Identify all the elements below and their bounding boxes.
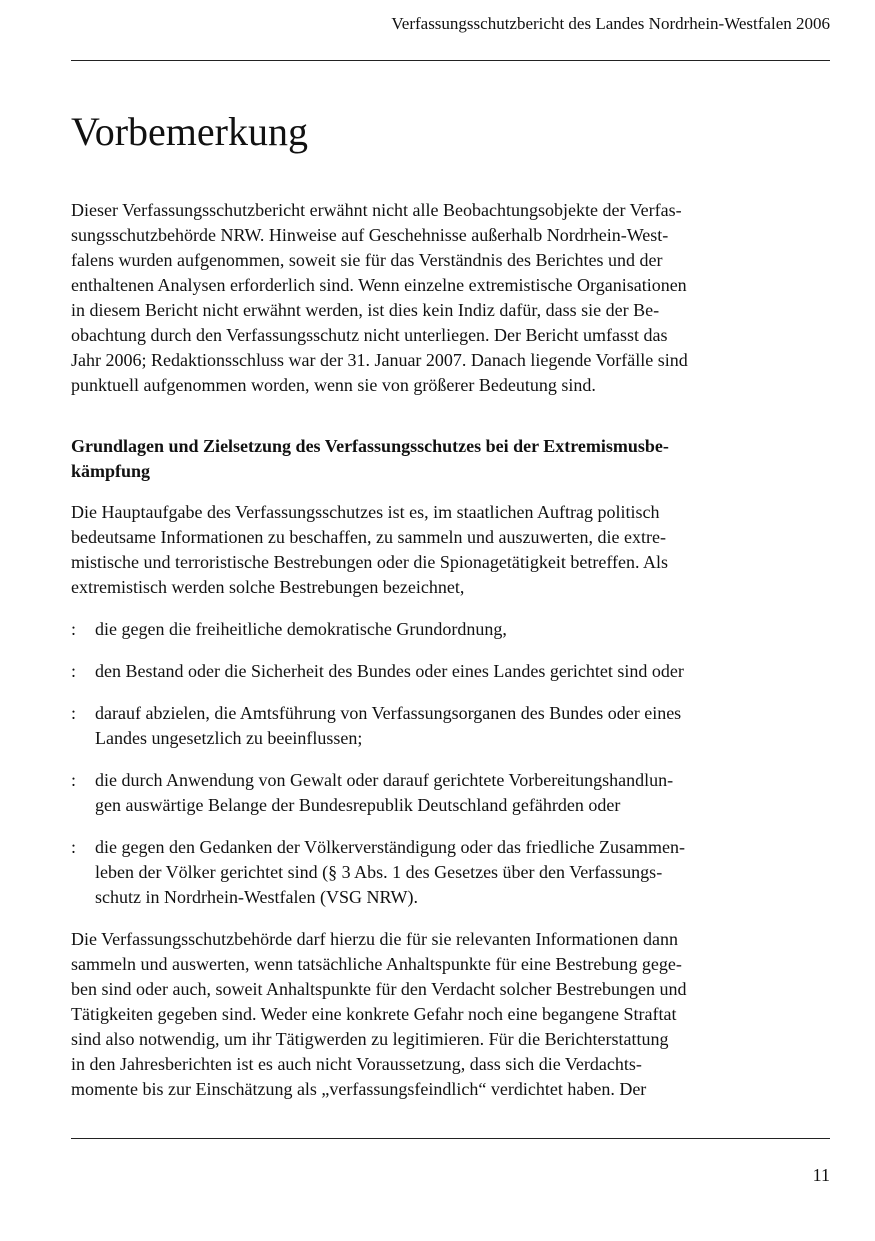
list-item — [71, 659, 791, 684]
page-content — [71, 108, 791, 1102]
list-item — [71, 701, 791, 751]
list-item — [71, 617, 791, 642]
page-number: 11 — [812, 1165, 830, 1185]
header-rule — [71, 60, 830, 61]
list-marker: : — [71, 837, 77, 857]
list-marker: : — [71, 703, 77, 723]
section-heading: Grundlagen und Zielsetzung des Verfassungsschutzes bei der Extremismusbe- kämpfung — [71, 436, 669, 481]
running-header: Verfassungsschutzbericht des Landes Nordrhein-Westfalen 2006 — [391, 14, 830, 33]
list-marker: : — [71, 619, 77, 639]
page-title: Vorbemerkung — [71, 109, 308, 154]
list-item-text: den Bestand oder die Sicherheit des Bundes oder eines Landes gerichtet sind oder — [95, 661, 684, 681]
list-item — [71, 768, 791, 818]
footer-rule — [71, 1138, 830, 1139]
closing-paragraph: Die Verfassungsschutzbehörde darf hierzu die für sie relevanten Informationen dann sammeln und auswerten, wenn tatsächliche Anhaltspunkte für eine Bestrebung gege- ben sind oder auch, soweit Anhaltspunkte für den Verdacht solcher Bestrebungen und Tätigkeiten gegeben sind. Weder eine konkrete Gefahr noch eine begangene Straftat sind also notwendig, um ihr Tätigwerden zu legitimieren. Für die Berichterstattung in den Jahresberichten ist es auch nicht Voraussetzung, dass sich die Verdachts- momente bis zur Einschätzung als „verfassungsfeindlich“ verdichtet haben. Der — [71, 929, 687, 1099]
list-item-text: darauf abzielen, die Amtsführung von Verfassungsorganen des Bundes oder eines Landes ungesetzlich zu beeinflussen; — [95, 703, 682, 748]
list-item-text: die gegen die freiheitliche demokratische Grundordnung, — [95, 619, 507, 639]
criteria-list — [71, 617, 791, 910]
list-marker: : — [71, 770, 77, 790]
list-item — [71, 835, 791, 910]
list-item-text: die gegen den Gedanken der Völkerverständigung oder das friedliche Zusammen- leben der Völker gerichtet sind (§ 3 Abs. 1 des Gesetzes über den Verfassungs- schutz in Nordrhein-Westfalen (VSG NRW). — [95, 837, 685, 907]
section-paragraph: Die Hauptaufgabe des Verfassungsschutzes ist es, im staatlichen Auftrag politisch bedeutsame Informationen zu beschaffen, zu sammeln und auszuwerten, die extre- mistische und terroristische Bestrebungen oder die Spionagetätigkeit betreffen. Als extremistisch werden solche Bestrebungen bezeichnet, — [71, 502, 669, 597]
intro-paragraph: Dieser Verfassungsschutzbericht erwähnt nicht alle Beobachtungsobjekte der Verfas- sungsschutzbehörde NRW. Hinweise auf Geschehnisse außerhalb Nordrhein-West- falens wurden aufgenommen, soweit sie für das Verständnis des Berichtes und der enthaltenen Analysen erforderlich sind. Wenn einzelne extremistische Organisationen in diesem Bericht nicht erwähnt werden, ist dies kein Indiz dafür, dass sie der Be- obachtung durch den Verfassungsschutz nicht unterliegen. Der Bericht umfasst das Jahr 2006; Redaktionsschluss war der 31. Januar 2007. Danach liegende Vorfälle sind punktuell aufgenommen worden, wenn sie von größerer Bedeutung sind. — [71, 200, 688, 395]
list-item-text: die durch Anwendung von Gewalt oder darauf gerichtete Vorbereitungshandlun- gen auswärtige Belange der Bundesrepublik Deutschland gefährden oder — [95, 770, 674, 815]
list-marker: : — [71, 661, 77, 681]
